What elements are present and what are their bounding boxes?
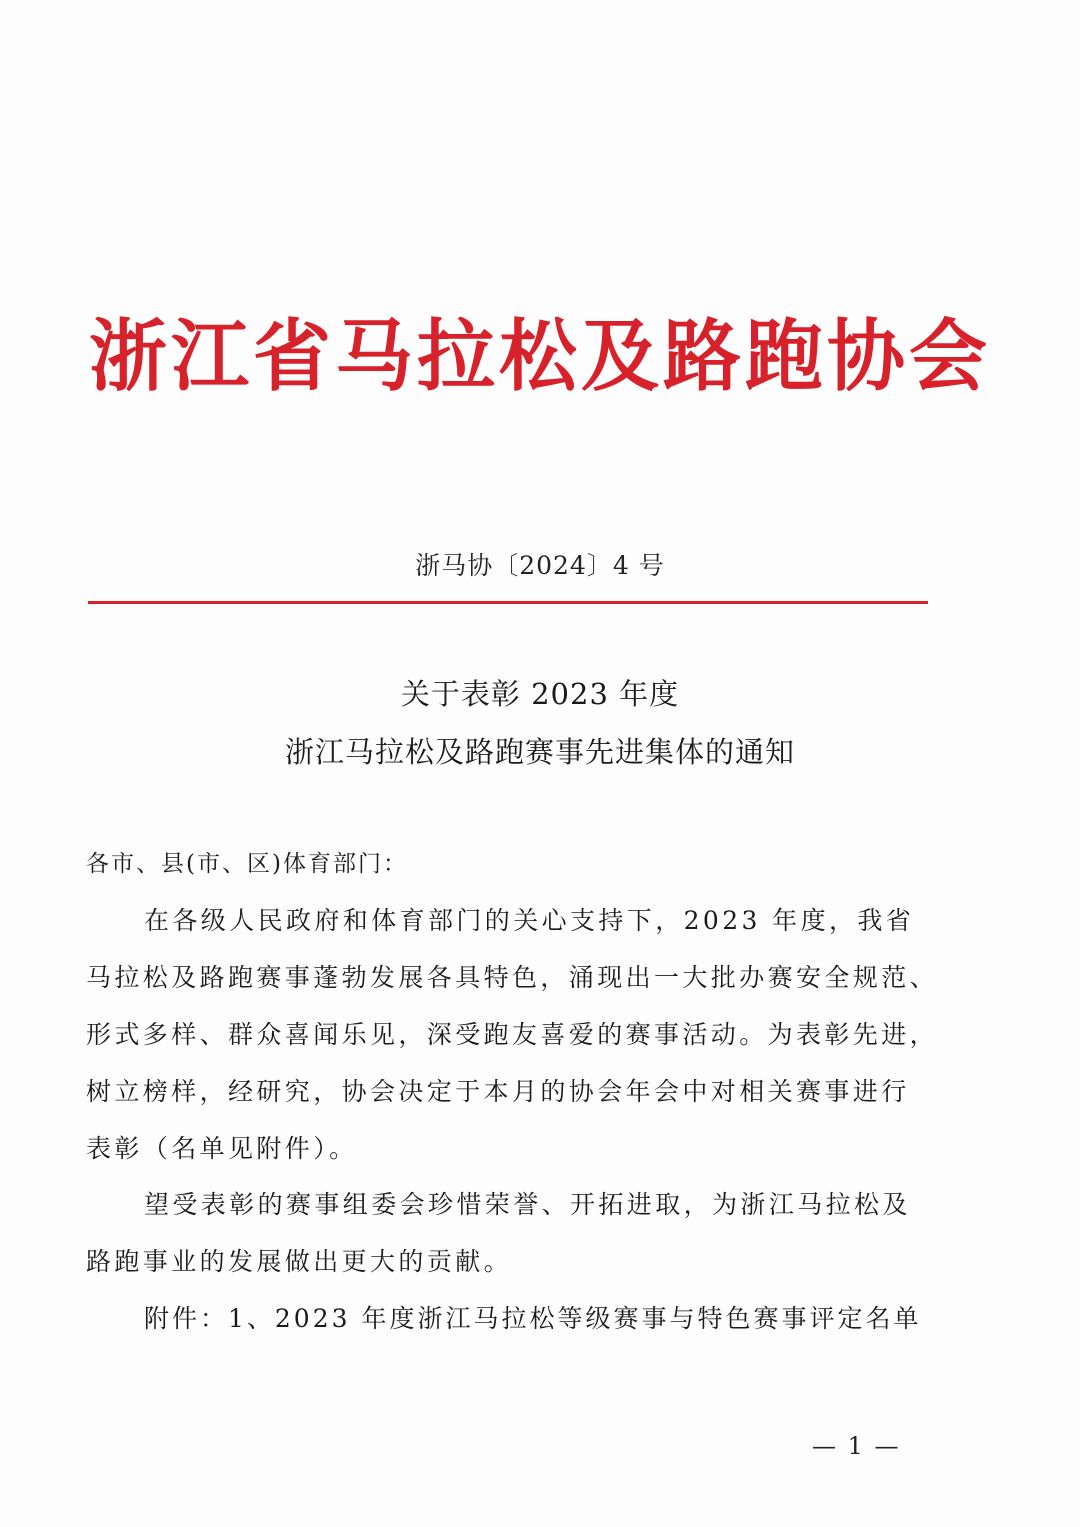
paragraph-2-line: 望受表彰的赛事组委会珍惜荣誉、开拓进取，为浙江马拉松及 [144,1190,911,1219]
organization-header: 浙江省马拉松及路跑协会 [88,311,991,402]
attachment-line: 附件：1、2023 年度浙江马拉松等级赛事与特色赛事评定名单 [144,1304,922,1333]
paragraph-1-line: 表彰（名单见附件）。 [86,1134,358,1163]
paragraph-1-line: 马拉松及路跑赛事蓬勃发展各具特色，涌现出一大批办赛安全规范、 [86,963,939,992]
paragraph-1-line: 在各级人民政府和体育部门的关心支持下，2023 年度，我省 [144,906,915,935]
notice-title-line-1: 关于表彰 2023 年度 [400,677,680,711]
paragraph-1 [86,892,939,1177]
paragraph-1-line: 树立榜样，经研究，协会决定于本月的协会年会中对相关赛事进行 [86,1077,910,1106]
red-divider-line [88,601,928,604]
page-number: — 1 — [812,1432,901,1460]
paragraph-1-line: 形式多样、群众喜闻乐见，深受跑友喜爱的赛事活动。为表彰先进， [86,1020,939,1049]
salutation: 各市、县(市、区)体育部门： [86,851,408,877]
document-number: 浙马协〔2024〕4 号 [415,551,665,580]
notice-title-line-2: 浙江马拉松及路跑赛事先进集体的通知 [284,735,795,769]
paragraph-2-line: 路跑事业的发展做出更大的贡献。 [86,1247,513,1276]
paragraph-2 [86,1176,926,1290]
